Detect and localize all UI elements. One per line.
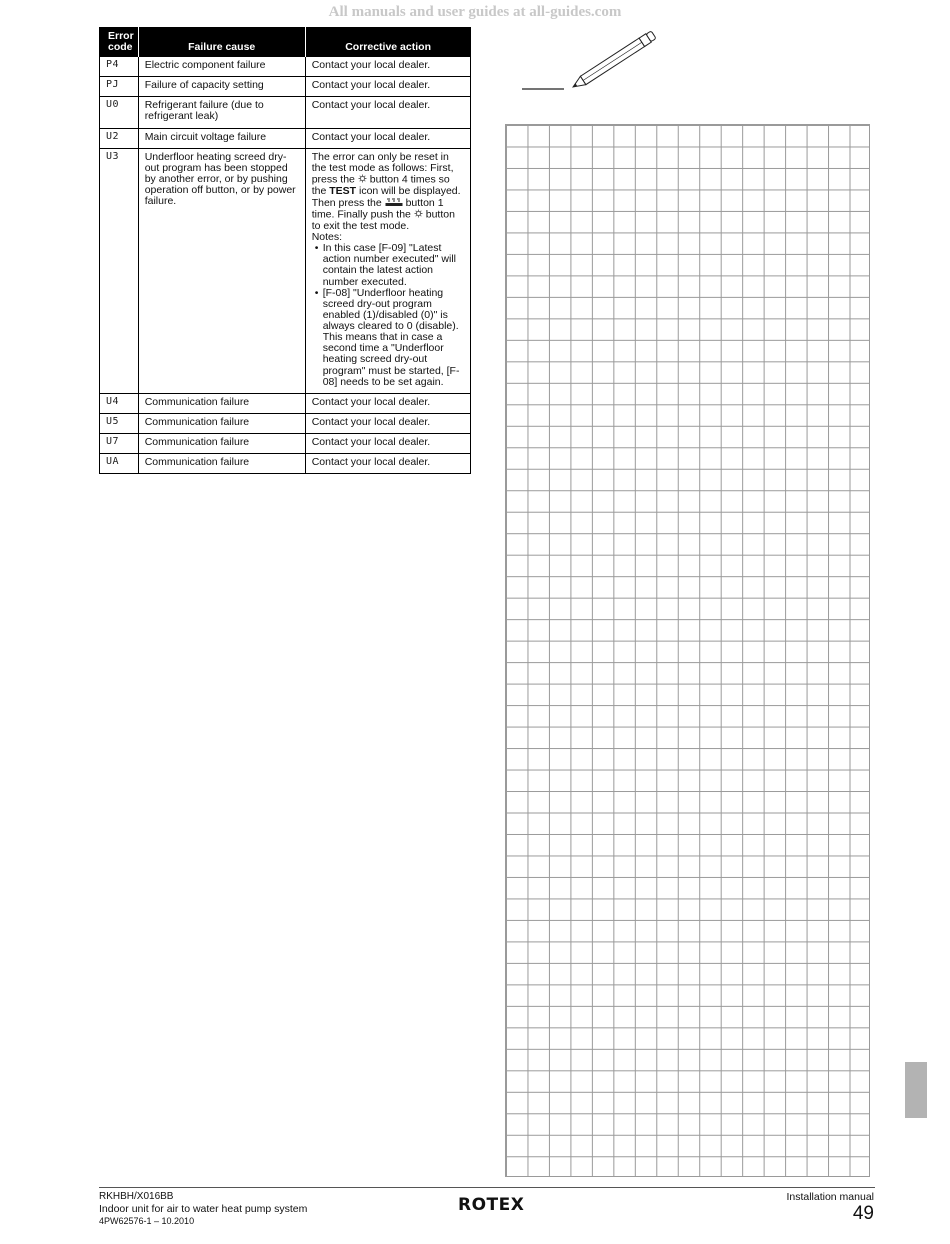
error-code: U2 xyxy=(100,128,139,148)
corrective-action: Contact your local dealer. xyxy=(305,454,470,474)
action-step-1: First, press the xyxy=(311,161,454,186)
table-row xyxy=(100,434,471,454)
table-row xyxy=(100,128,471,148)
failure-cause: Main circuit voltage failure xyxy=(138,128,305,148)
table-row xyxy=(100,57,471,77)
rotex-logo: ROTEX xyxy=(458,1195,525,1215)
failure-cause: Failure of capacity setting xyxy=(138,77,305,97)
action-step-4: button 1 time. Finally push the xyxy=(311,196,444,221)
failure-cause: Underfloor heating screed dry-out program has been stopped by another error, or by pushing operation off button, or by power failure. xyxy=(138,148,305,393)
notes-grid xyxy=(505,124,870,1177)
header-failure-cause: Failure cause xyxy=(138,27,305,57)
action-step-3: icon will be displayed. Then press the xyxy=(311,184,461,209)
corrective-action: Contact your local dealer. xyxy=(305,128,470,148)
footer-divider xyxy=(99,1187,875,1188)
failure-cause: Communication failure xyxy=(138,454,305,474)
thermometer-button-icon xyxy=(414,209,423,221)
test-label: TEST xyxy=(329,184,357,197)
notes-label: Notes: xyxy=(311,231,343,243)
corrective-action: Contact your local dealer. xyxy=(305,57,470,77)
footer-model: RKHBH/X016BB xyxy=(99,1191,174,1202)
action-intro: The error can only be reset in the test mode as follows: xyxy=(311,150,449,174)
failure-cause: Electric component failure xyxy=(138,57,305,77)
table-row xyxy=(100,97,471,128)
corrective-action: Contact your local dealer. xyxy=(305,97,470,128)
footer-left xyxy=(99,1191,307,1227)
footer-manual-type: Installation manual xyxy=(786,1191,874,1203)
action-step-2: button 4 times so the xyxy=(311,173,450,197)
corrective-action: Contact your local dealer. xyxy=(305,434,470,454)
table-header-row xyxy=(100,27,471,57)
error-code: U5 xyxy=(100,413,139,433)
corrective-action: Contact your local dealer. xyxy=(305,413,470,433)
page-number: 49 xyxy=(852,1203,874,1224)
corrective-action: Contact your local dealer. xyxy=(305,77,470,97)
footer-doc-id: 4PW62576-1 – 10.2010 xyxy=(99,1216,195,1226)
error-code: PJ xyxy=(100,77,139,97)
list-item: • In this case [F-09] "Latest action number executed" will contain the latest action number executed. xyxy=(323,243,464,288)
section-tab xyxy=(905,1062,927,1118)
pencil-icon xyxy=(520,28,670,94)
failure-cause: Communication failure xyxy=(138,413,305,433)
footer-description: Indoor unit for air to water heat pump system xyxy=(99,1203,308,1215)
error-code: P4 xyxy=(100,57,139,77)
corrective-action-instructions xyxy=(312,152,464,244)
table-row xyxy=(100,393,471,413)
error-code: U3 xyxy=(100,148,139,393)
error-code: UA xyxy=(100,454,139,474)
corrective-action xyxy=(305,148,470,393)
error-code-table xyxy=(99,27,471,474)
floor-heating-icon xyxy=(385,197,403,210)
table-row xyxy=(100,413,471,433)
failure-cause: Communication failure xyxy=(138,434,305,454)
watermark: All manuals and user guides at all-guides.com xyxy=(328,4,622,20)
header-corrective-action: Corrective action xyxy=(305,27,470,57)
table-row xyxy=(100,77,471,97)
action-step-5: button to exit the test mode. xyxy=(311,208,455,232)
table-row xyxy=(100,454,471,474)
list-item: • [F-08] "Underfloor heating screed dry-out program enabled (1)/disabled (0)" is always cleared to 0 (disable). This means that in case a second time a "Underfloor heating screed dry-out program" must be started, [F-08] needs to be set again. xyxy=(323,288,464,388)
error-code: U7 xyxy=(100,434,139,454)
error-code: U0 xyxy=(100,97,139,128)
table-row-u3 xyxy=(100,148,471,393)
notes-list xyxy=(312,243,464,388)
failure-cause: Refrigerant failure (due to refrigerant leak) xyxy=(138,97,305,128)
failure-cause: Communication failure xyxy=(138,393,305,413)
corrective-action: Contact your local dealer. xyxy=(305,393,470,413)
error-code: U4 xyxy=(100,393,139,413)
header-error-code: Error code xyxy=(100,27,139,57)
